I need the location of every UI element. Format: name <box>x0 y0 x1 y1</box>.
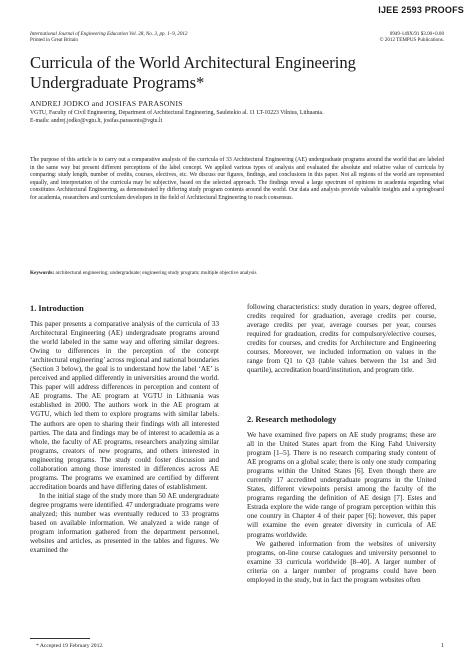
methodology-paragraph-1: We have examined five papers on AE study programs; these are all in the United States apart from the King Fahd University program [1–5]. There is no research comparing study content of AE programs on a global scale; there is only one study comparing programs within the United States [6]. Even though there are currently 17 accredited undergraduate programs in the United States, different viewpoints persist among the faculty of the programs regarding the definition of AE design [7]. Estes and Estrada explore the wide range of program perception within this one country in Chapter 4 of their paper [6]; however, this paper will examine the even greater diversity in curricula of AE programs worldwide. <box>247 431 436 539</box>
paper-title: Curricula of the World Architectural Engineering Undergraduate Programs* <box>30 53 356 92</box>
authors: ANDREJ JODKO and JOSIFAS PARASONIS <box>30 99 183 108</box>
section-1-heading: 1. Introduction <box>30 304 84 313</box>
printed-in: Printed in Great Britain <box>30 37 78 44</box>
footnote-divider <box>30 638 90 639</box>
abstract: The purpose of this article is to carry out a comparative analysis of the curricula of 33 Architectural Engineering (AE) undergraduate programs around the world that are labeled in the same way but present different perceptions of the label concept. We applied various types of analysis and evaluated the absolute and relative value of curricula by comparing: study length, number of credits, courses, electives, etc. We discuss our figures, findings, and conclusions in this paper. Not all regions of the world are represented equally, and interpretation of the curricula may be subjective, based on the selected approach. The findings reveal a large spectrum of opinions in academia regarding what constitutes Architectural Engineering, as demonstrated by differing study program contents around the world. Our data and analysis provide valuable insights and a springboard for academia, researchers and curriculum developers in the field of Architectural Engineering to reach consensus. <box>30 157 444 201</box>
journal-citation: International Journal of Engineering Education Vol. 28, No. 3, pp. 1–9, 2012 <box>30 31 188 37</box>
emails: E-mails: andrej.jodko@vgtu.lt, josifas.parasonis@vgtu.lt <box>30 117 163 124</box>
page-number: 1 <box>441 643 444 649</box>
keywords-label: Keywords: <box>30 270 55 276</box>
copyright: © 2012 TEMPUS Publications. <box>379 37 444 44</box>
footnote: * Accepted 19 February 2012. <box>36 643 104 649</box>
methodology-paragraph-2: We gathered information from the websites of university programs, on-line course catalogues and university personnel to examine 33 curricula worldwide [8–40]. A larger number of criteria on a larger number of programs could have been employed in the study, but in fact the program websites often <box>247 539 436 584</box>
keywords-line <box>30 270 444 277</box>
affiliation: VGTU, Faculty of Civil Engineering, Department of Architectural Engineering, Sauletekio al. 11 LT-10223 Vilnius, Lithuania. <box>30 110 324 116</box>
journal-info <box>30 31 187 43</box>
right-column-top <box>247 303 436 375</box>
right-column-bottom <box>247 431 436 585</box>
journal-rights <box>380 31 444 43</box>
section-2-heading: 2. Research methodology <box>247 415 337 424</box>
intro-continued: following characteristics: study duration in years, degree offered, credits required for graduation, average credits per course, average credits per year, average courses per year, courses required for graduation, credits for compulsory/elective courses, credits for courses, and credits for Architecture and Engineering courses. Moreover, we included information on values in the range from Q1 to Q3 (table values between the 1st and 3rd quartile), accreditation board/institution, and program title. <box>247 303 436 375</box>
affiliation-block <box>30 110 450 125</box>
intro-paragraph-2: In the initial stage of the study more than 50 AE undergraduate degree programs were identified. 47 undergraduate programs were analyzed; this number was eventually reduced to 33 programs based on available information. We analyzed a wide range of program information gathered from the department personnel, websites and articles, as presented in the tables and figures. We examined the <box>30 491 219 555</box>
intro-paragraph-1: This paper presents a comparative analysis of the curricula of 33 Architectural Engineering (AE) undergraduate programs around the world labeled in the same way and offering similar degrees. Owing to differences in the perception of the concept ‘architectural engineering’ across regional and national boundaries (Section 3 below), the goal is to understand how the label ‘AE’ is perceived and applied differently in universities around the world. This paper will address differences in perception and content of AE programs. The AE program at VGTU in Lithuania was established in 2000. The authors work in the AE program at VGTU, which led them to explore programs with similar labels. The authors are open to sharing their findings with all interested parties. The data and findings may be of interest to academia as a whole, the faculty of AE programs, researchers analyzing similar programs, creators of new programs, and others interested in engineering programs. The study could foster discussion and collaboration among those interested in differences across AE programs. The programs we examined are certified by different accreditation boards and have differing dates of establishment. <box>30 320 219 491</box>
left-column <box>30 320 219 555</box>
proof-label: IJEE 2593 PROOFS <box>378 5 464 15</box>
keywords: architectural engineering; undergraduate; engineering study program; multiple objective analysis <box>55 270 257 276</box>
issn: 0949-149X/91 $3.00+0.00 <box>389 31 444 37</box>
